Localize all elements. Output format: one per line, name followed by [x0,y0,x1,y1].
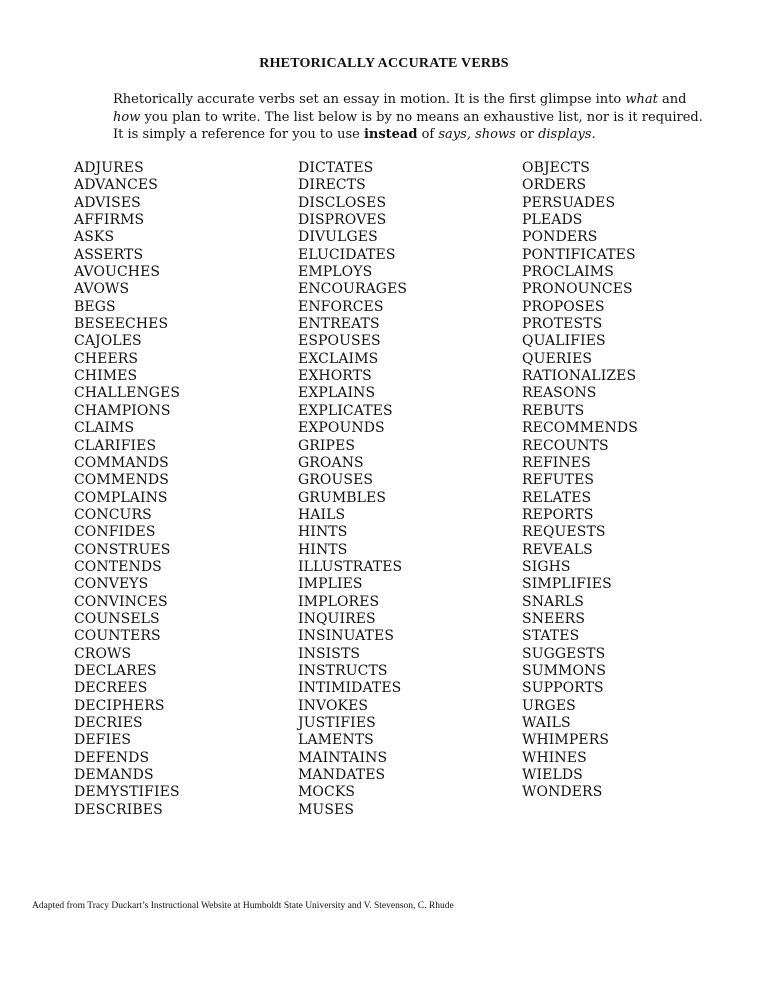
intro-text: and [657,92,687,107]
verb-item: ENCOURAGES [298,281,408,298]
verb-item: ADVISES [74,194,141,211]
verb-item: AVOWS [74,281,130,298]
verb-item: CLARIFIES [74,437,157,454]
verb-item: ILLUSTRATES [298,558,403,575]
verb-item: REFUTES [522,472,595,489]
verb-item: AVOUCHES [74,264,161,281]
verb-item: GROANS [298,454,364,471]
verb-item: SIMPLIFIES [522,576,612,593]
verb-item: WIELDS [522,767,583,784]
intro-emphasis: how [113,109,141,125]
verb-item: REQUESTS [522,524,606,541]
verb-item: SUGGESTS [522,645,606,662]
verb-item: DEMANDS [74,767,154,784]
verb-item: INSISTS [298,645,361,662]
verb-item: DEFENDS [74,749,150,766]
verb-item: EXHORTS [298,368,372,385]
verb-item: DEFIES [74,732,132,749]
intro-emphasis: says, shows [438,127,516,142]
verb-item: ASKS [74,229,115,246]
verb-item: PROPOSES [522,298,605,315]
verb-item: REVEALS [522,541,593,558]
verb-item: EXPLICATES [298,402,393,419]
verb-item: MUSES [298,801,355,818]
verb-item: DISCLOSES [298,194,387,211]
verb-item: STATES [522,628,580,645]
verb-item: CONVEYS [74,576,149,593]
verb-item: PONTIFICATES [522,246,636,263]
verb-item: EXPOUNDS [298,420,385,437]
verb-item: CONSTRUES [74,541,171,558]
intro-emphasis: what [625,92,658,107]
verb-item: COMMENDS [74,472,169,489]
verb-item: SNARLS [522,593,584,610]
verb-item: SUPPORTS [522,680,604,697]
verb-item: INVOKES [298,697,369,714]
verb-item: HINTS [298,524,348,541]
verb-item: RECOMMENDS [522,420,638,437]
intro-line-2 [113,109,703,127]
verb-item: CHEERS [74,350,139,367]
verb-item: SUMMONS [522,662,607,679]
intro-text: It is simply a reference for you to use [113,127,364,142]
verb-item: RECOUNTS [522,437,609,454]
verb-item: DECRIES [74,715,143,731]
verb-item: PROTESTS [522,316,603,333]
verb-item: DECIPHERS [74,697,165,714]
verb-item: CROWS [74,645,132,662]
verb-item: CHIMES [74,368,138,385]
verb-item: RELATES [522,489,592,506]
verb-item: MANDATES [298,767,386,784]
verb-item: ESPOUSES [298,333,381,350]
verb-item: CHALLENGES [74,385,181,402]
verb-item: IMPLORES [298,593,380,610]
verb-item: DISPROVES [298,212,387,229]
verb-item: CONVINCES [74,593,168,610]
verb-item: CAJOLES [74,333,142,350]
intro-strong: instead [363,127,418,142]
verb-item: REASONS [522,385,597,402]
verb-item: ELUCIDATES [298,246,396,263]
verb-item: CONFIDES [74,524,156,541]
verb-item: COUNSELS [74,610,160,627]
verb-item: REPORTS [522,506,594,523]
verb-item: PERSUADES [522,194,616,211]
verb-item: ENFORCES [298,298,384,315]
verb-item: GRIPES [298,437,356,454]
verb-item: DECREES [74,680,148,697]
verb-item: PONDERS [522,229,598,246]
verb-item: DIRECTS [298,177,366,194]
verb-item: DEMYSTIFIES [74,784,180,801]
intro-line-1 [113,91,687,109]
verb-item: PLEADS [522,212,583,229]
verb-item: CHAMPIONS [74,402,171,419]
verb-item: RATIONALIZES [522,368,637,385]
verb-column-1 [74,160,180,819]
verb-item: OBJECTS [522,160,590,176]
verb-item: EXCLAIMS [298,350,379,367]
intro-text: or [515,127,539,142]
verb-item: GROUSES [298,472,374,489]
verb-item: EMPLOYS [298,264,373,281]
verb-item: SNEERS [522,610,586,627]
verb-item: QUERIES [522,350,593,367]
verb-item: EXPLAINS [298,385,376,402]
verb-item: REFINES [522,454,591,471]
verb-item: WAILS [522,715,571,731]
verb-list [74,160,754,840]
verb-item: LAMENTS [298,732,374,749]
verb-item: WHIMPERS [522,732,610,749]
verb-item: QUALIFIES [522,333,606,350]
verb-item: GRUMBLES [298,489,387,506]
verb-item: SIGHS [522,558,571,575]
intro-paragraph [113,91,703,144]
verb-item: MAINTAINS [298,749,388,766]
intro-text: Rhetorically accurate verbs set an essay in motion. It is the first glimpse into [113,92,626,107]
verb-item: BEGS [74,298,116,315]
verb-item: HAILS [298,506,346,523]
verb-item: CONTENDS [74,558,162,575]
verb-item: ENTREATS [298,316,380,333]
verb-item: HINTS [298,541,348,558]
verb-item: ADVANCES [74,177,158,194]
verb-item: INQUIRES [298,610,376,627]
verb-item: IMPLIES [298,576,363,593]
verb-item: DICTATES [298,160,374,176]
verb-item: DECLARES [74,662,157,679]
verb-item: BESEECHES [74,316,169,333]
intro-text: of [417,127,439,142]
verb-item: CLAIMS [74,420,135,437]
verb-item: DIVULGES [298,229,378,246]
verb-item: AFFIRMS [74,212,145,229]
verb-item: URGES [522,697,576,714]
verb-item: PRONOUNCES [522,281,633,298]
verb-item: INSINUATES [298,628,395,645]
verb-item: COUNTERS [74,628,161,645]
verb-item: DESCRIBES [74,801,163,818]
verb-item: COMMANDS [74,454,169,471]
verb-item: INTIMIDATES [298,680,402,697]
verb-item: PROCLAIMS [522,264,614,281]
page-title: RHETORICALLY ACCURATE VERBS [259,56,509,71]
verb-item: COMPLAINS [74,489,168,506]
verb-item: INSTRUCTS [298,662,388,679]
verb-item: ADJURES [74,160,144,176]
verb-item: WHINES [522,749,587,766]
verb-item: MOCKS [298,784,356,801]
verb-item: JUSTIFIES [298,715,376,731]
verb-column-2 [298,160,407,819]
verb-item: REBUTS [522,402,585,419]
verb-item: WONDERS [522,784,603,801]
intro-text: you plan to write. The list below is by no means an exhaustive list, nor is it required. [140,109,703,125]
intro-line-3 [113,126,673,144]
footer-credit: Adapted from Tracy Duckart’s Instructional Website at Humboldt State University and V. Stevenson, C. Rhude [32,901,454,911]
verb-item: CONCURS [74,506,152,523]
verb-column-3 [522,160,638,802]
verb-item: ASSERTS [74,246,144,263]
intro-emphasis: displays. [538,127,596,142]
verb-item: ORDERS [522,177,587,194]
